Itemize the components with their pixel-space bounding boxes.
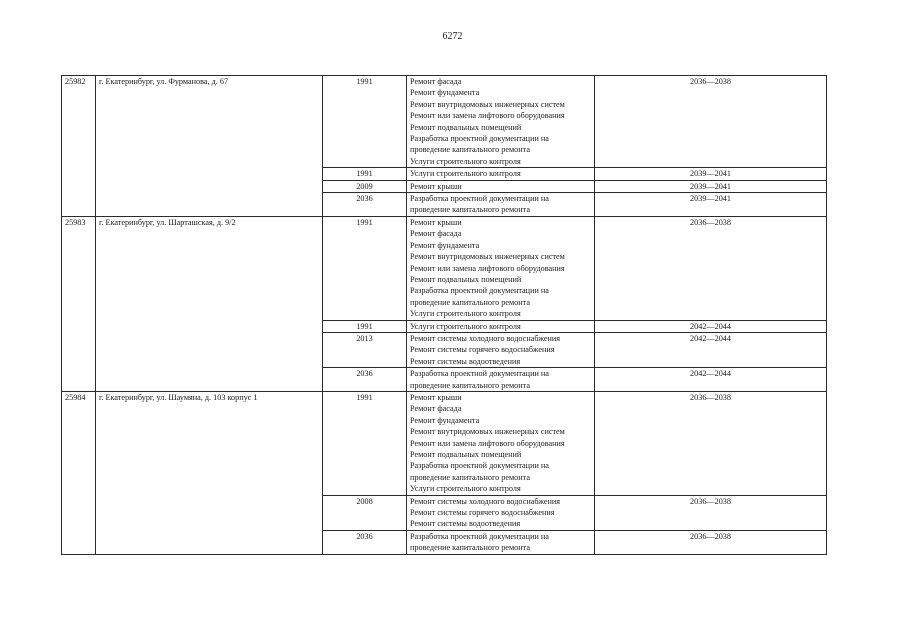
work-item: Разработка проектной документации на xyxy=(410,531,549,541)
table-row xyxy=(62,76,827,168)
work-item: Услуги строительного контроля xyxy=(410,156,521,166)
work-item: проведение капитального ремонта xyxy=(410,205,530,215)
work-item: Ремонт внутридомовых инженерных систем xyxy=(410,427,565,437)
period-cell: 2036—2038 xyxy=(595,530,827,554)
work-item: Ремонт фундамента xyxy=(410,240,480,250)
period-cell: 2036—2038 xyxy=(595,216,827,320)
work-item: Ремонт крыши xyxy=(410,217,462,227)
work-item: Ремонт фасада xyxy=(410,404,462,414)
work-item: Ремонт или замена лифтового оборудования xyxy=(410,263,565,273)
work-list-cell xyxy=(407,495,595,530)
work-list-cell xyxy=(407,76,595,168)
building-address-cell: г. Екатеринбург, ул. Шарташская, д. 9/2 xyxy=(96,216,323,391)
work-item: проведение капитального ремонта xyxy=(410,145,530,155)
year-cell: 2008 xyxy=(323,495,407,530)
work-list-cell xyxy=(407,530,595,554)
work-list-cell xyxy=(407,320,595,332)
work-list-cell xyxy=(407,180,595,192)
building-address-cell: г. Екатеринбург, ул. Шаумяна, д. 103 корпус 1 xyxy=(96,391,323,554)
table-row xyxy=(62,391,827,495)
work-item: Ремонт фундамента xyxy=(410,415,480,425)
work-item: Разработка проектной документации на xyxy=(410,134,549,144)
capital-repair-table xyxy=(61,75,827,555)
year-cell: 1991 xyxy=(323,76,407,168)
table-row xyxy=(62,216,827,320)
period-cell: 2039—2041 xyxy=(595,193,827,217)
work-item: Ремонт системы водоотведения xyxy=(410,519,521,529)
period-cell: 2036—2038 xyxy=(595,76,827,168)
work-item: Разработка проектной документации на xyxy=(410,461,549,471)
work-item: проведение капитального ремонта xyxy=(410,472,530,482)
work-list-cell xyxy=(407,216,595,320)
year-cell: 1991 xyxy=(323,320,407,332)
year-cell: 2036 xyxy=(323,368,407,392)
period-cell: 2036—2038 xyxy=(595,391,827,495)
work-item: Разработка проектной документации на xyxy=(410,286,549,296)
work-item: Ремонт фасада xyxy=(410,229,462,239)
year-cell: 2036 xyxy=(323,193,407,217)
work-item: Ремонт системы горячего водоснабжения xyxy=(410,508,555,518)
work-item: Ремонт внутридомовых инженерных систем xyxy=(410,252,565,262)
work-list-cell xyxy=(407,368,595,392)
period-cell: 2039—2041 xyxy=(595,168,827,180)
work-item: проведение капитального ремонта xyxy=(410,543,530,553)
work-item: проведение капитального ремонта xyxy=(410,380,530,390)
work-item: Ремонт системы водоотведения xyxy=(410,356,521,366)
work-item: Ремонт внутридомовых инженерных систем xyxy=(410,99,565,109)
page-number: 6272 xyxy=(442,31,463,42)
building-address-cell: г. Екатеринбург, ул. Фурманова, д. 67 xyxy=(96,76,323,217)
work-item: Услуги строительного контроля xyxy=(410,484,521,494)
work-item: Ремонт фасада xyxy=(410,77,462,86)
year-cell: 2009 xyxy=(323,180,407,192)
period-cell: 2039—2041 xyxy=(595,180,827,192)
table-body xyxy=(62,76,827,555)
period-cell: 2042—2044 xyxy=(595,368,827,392)
building-id-cell: 25982 xyxy=(62,76,96,217)
work-item: Услуги строительного контроля xyxy=(410,309,521,319)
work-item: Услуги строительного контроля xyxy=(410,321,521,331)
work-item: Ремонт или замена лифтового оборудования xyxy=(410,111,565,121)
work-list-cell xyxy=(407,168,595,180)
work-list-cell xyxy=(407,193,595,217)
period-cell: 2042—2044 xyxy=(595,320,827,332)
year-cell: 1991 xyxy=(323,168,407,180)
work-item: проведение капитального ремонта xyxy=(410,297,530,307)
work-item: Ремонт или замена лифтового оборудования xyxy=(410,438,565,448)
work-item: Ремонт подвальных помещений xyxy=(410,274,522,284)
year-cell: 1991 xyxy=(323,391,407,495)
period-cell: 2036—2038 xyxy=(595,495,827,530)
work-item: Ремонт крыши xyxy=(410,181,462,191)
work-item: Ремонт фундамента xyxy=(410,88,480,98)
year-cell: 2013 xyxy=(323,332,407,367)
work-item: Ремонт системы горячего водоснабжения xyxy=(410,345,555,355)
work-item: Ремонт подвальных помещений xyxy=(410,450,522,459)
work-list-cell xyxy=(407,391,595,495)
building-id-cell: 25983 xyxy=(62,216,96,391)
work-item: Разработка проектной документации на xyxy=(410,194,549,204)
building-id-cell: 25984 xyxy=(62,391,96,554)
period-cell: 2042—2044 xyxy=(595,332,827,367)
work-item: Услуги строительного контроля xyxy=(410,169,521,179)
year-cell: 1991 xyxy=(323,216,407,320)
work-item: Ремонт системы холодного водоснабжения xyxy=(410,496,561,506)
year-cell: 2036 xyxy=(323,530,407,554)
work-item: Ремонт системы холодного водоснабжения xyxy=(410,333,561,343)
work-item: Разработка проектной документации на xyxy=(410,369,549,379)
work-item: Ремонт крыши xyxy=(410,392,462,402)
work-item: Ремонт подвальных помещений xyxy=(410,122,522,132)
work-list-cell xyxy=(407,332,595,367)
